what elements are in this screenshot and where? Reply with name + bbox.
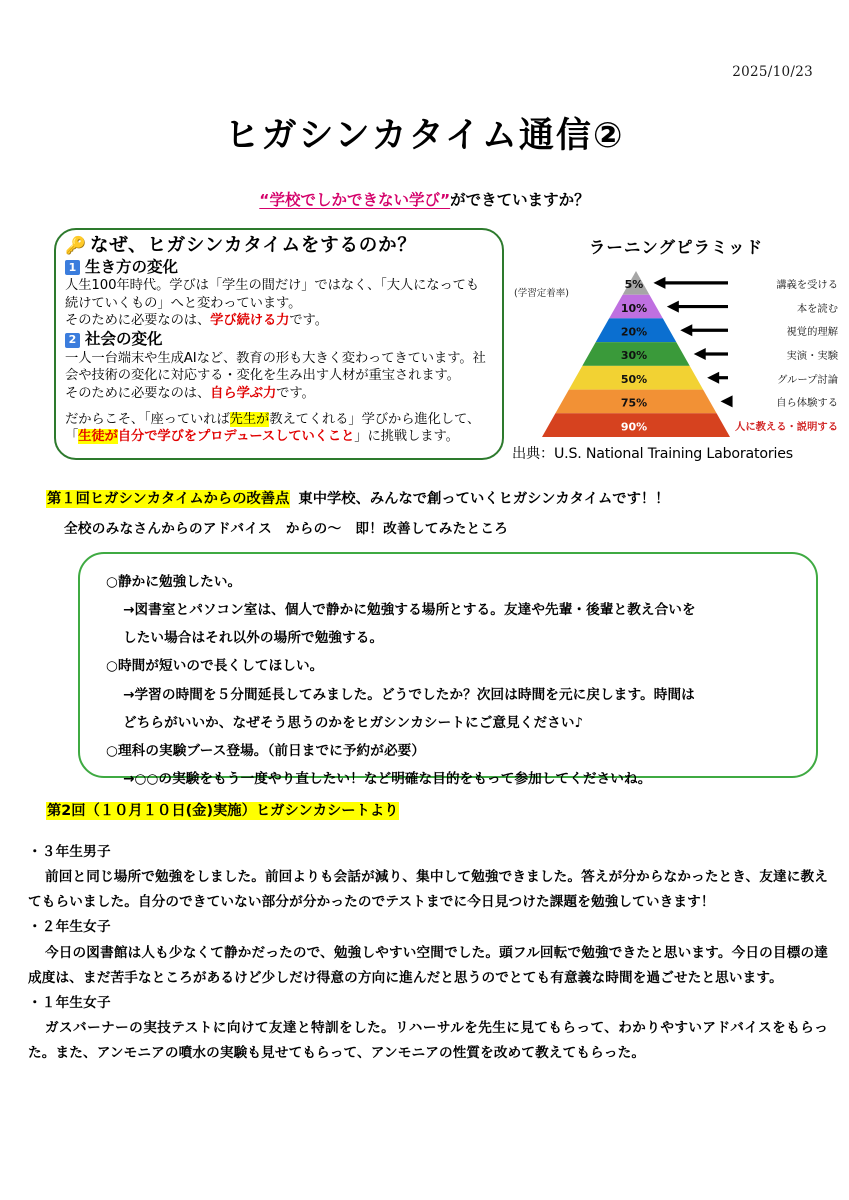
pyramid-value-label: 20%	[620, 325, 648, 339]
why-item2-title	[65, 330, 494, 349]
why-item1-c-post: です。	[289, 313, 328, 329]
pyramid-category-label: 自ら体験する	[776, 397, 838, 410]
improvement-line: →学習の時間を５分間延長してみました。どうでしたか？次回は時間を元に戻します。時間は	[123, 686, 695, 703]
student-comments	[28, 840, 828, 1066]
improvement-line: ○理科の実験ブース登場。（前日までに予約が必要）	[106, 742, 426, 759]
comment-body: 今日の図書館は人も少なくて静かだったので、勉強しやすい空間でした。頭フル回転で勉強できたと思います。今日の目標の達成度は、まだ苦手なところがあるけど少しだけ得意の方向に進んだと思うのでとても有意義な時間を過ごせたと思います。	[28, 944, 828, 986]
pyramid-category-label: 本を読む	[796, 302, 838, 315]
why-item1-line-c	[65, 312, 494, 329]
why-item1-c-red: 学び続ける力	[210, 313, 290, 329]
pyramid-category-label: 視覚的理解	[786, 326, 838, 339]
why-item2-title-text: 社会の変化	[85, 330, 163, 349]
pyramid-value-label: 5%	[624, 278, 644, 292]
subtitle-rest: ができていますか？	[450, 191, 590, 209]
pyramid-title: ラーニングピラミッド	[588, 238, 764, 257]
pyramid-body	[512, 265, 840, 443]
pyramid-value-label: 50%	[620, 372, 648, 386]
why-item2-c-post: です。	[276, 385, 315, 401]
improvement-line: どちらがいいか、なぜそう思うのかをヒガシンカシートにご意見ください♪	[123, 714, 584, 731]
section1-header	[46, 488, 669, 508]
why-item1-title	[65, 258, 494, 277]
pyramid-value-label: 10%	[620, 301, 648, 315]
comment-body: 前回と同じ場所で勉強をしました。前回よりも会話が減り、集中して勉強できました。答えが分からなかったとき、友達に教えてもらいました。自分のできていない部分が分かったのでテストまでに今日見つけた課題を勉強していきます！	[28, 869, 828, 911]
pyramid-arrow-icon	[667, 301, 728, 313]
why-heading	[65, 235, 494, 257]
why-item2-line-a: 一人一台端末や生成AIなど、教育の形も大きく変わってきています。社	[65, 350, 486, 366]
why-item1-line-a: 人生100年時代。学びは「学生の間だけ」ではなく、「大人になっても	[65, 278, 480, 294]
key-icon: 🔑	[65, 236, 87, 257]
pyramid-value-label: 75%	[620, 396, 648, 410]
closing-l2-red: 自分で学びをプロデュースしていくこと	[117, 429, 355, 445]
pyramid-arrow-icon	[680, 324, 728, 336]
pyramid-category-label: 講義を受ける	[776, 278, 838, 291]
section1-header-tail: 東中学校、みんなで創っていくヒガシンカタイムです！！	[298, 491, 670, 507]
comment-label: ・１年生女子	[28, 994, 111, 1011]
page-subtitle	[0, 188, 849, 210]
closing-l2-highlight: 生徒が	[78, 429, 118, 445]
comment-label: ・２年生女子	[28, 919, 111, 936]
improvements-box	[78, 552, 818, 787]
why-item1-c-pre: そのために必要なのは、	[65, 313, 211, 329]
why-item2-line-b: 会や技術の変化に対応する・変化を生み出す人材が重宝されます。	[65, 368, 460, 384]
pyramid-category-label: 実演・実験	[786, 350, 838, 362]
issue-date: 2025/10/23	[732, 64, 813, 80]
closing-l2-b: 」に挑戦します。	[354, 429, 459, 445]
improvement-line: ○静かに勉強したい。	[106, 574, 242, 590]
why-closing-line-2	[65, 428, 494, 445]
why-item2-c-red: 自ら学ぶ力	[210, 385, 277, 401]
improvement-line: ○時間が短いので長くしてほしい。	[106, 658, 324, 675]
learning-pyramid-chart	[512, 232, 840, 470]
retention-rate-note: (学習定着率)	[514, 288, 569, 299]
section1-header-highlight: 第１回ヒガシンカタイムからの改善点	[47, 491, 290, 507]
comment-body: ガスバーナーの実技テストに向けて友達と特訓をした。リハーサルを先生に見てもらって、わかりやすいアドバイスをもらった。また、アンモニアの噴水の実験も見せてもらって、アンモニアの性質を改めて教えてもらった。	[28, 1019, 828, 1062]
why-closing-line-1	[65, 411, 494, 428]
number-badge-1: 1	[65, 260, 80, 275]
pyramid-source: 出典：U.S. National Training Laboratories	[512, 446, 793, 462]
why-higashinka-box	[54, 228, 504, 460]
why-item1-line-b: 続けていくもの」へと変わっています。	[65, 295, 302, 311]
comment-label: ・３年生男子	[28, 844, 111, 860]
improvement-line: →図書室とパソコン室は、個人で静かに勉強する場所とする。友達や先輩・後輩と教え合いを	[123, 602, 696, 619]
pyramid-value-label: 30%	[620, 349, 648, 363]
pyramid-category-label: 人に教える・説明する	[735, 421, 838, 434]
section2-header-highlight: 第2回（１０月１０日(金)実施）ヒガシンカシートより	[47, 803, 399, 819]
why-heading-text: なぜ、ヒガシンカタイムをするのか？	[89, 235, 417, 256]
section2-header	[46, 800, 399, 820]
pyramid-value-label: 90%	[620, 420, 648, 434]
subtitle-highlight: “学校でしかできない学び”	[259, 191, 451, 209]
why-item2-c-pre: そのために必要なのは、	[65, 385, 211, 401]
section1-subline: 全校のみなさんからのアドバイス からの～ 即！改善してみたところ	[64, 521, 509, 537]
closing-l1-a: だからこそ、「座っていれば	[65, 412, 230, 428]
pyramid-category-label: グループ討論	[777, 373, 838, 386]
improvement-line: →○○の実験をもう一度やり直したい！など明確な目的をもって参加してくださいね。	[123, 770, 652, 787]
closing-l2-a: 「	[65, 429, 79, 445]
pyramid-arrow-icon	[707, 372, 728, 384]
improvement-line: したい場合はそれ以外の場所で勉強する。	[123, 630, 384, 647]
closing-l1-b: 教えてくれる」学びから進化して、	[269, 412, 481, 428]
why-item1-title-text: 生き方の変化	[85, 257, 179, 276]
pyramid-arrow-icon	[694, 348, 728, 360]
why-item2-line-c	[65, 385, 494, 402]
pyramid-arrow-icon	[653, 277, 728, 289]
number-badge-2: 2	[65, 333, 80, 348]
closing-l1-highlight: 先生が	[229, 412, 270, 428]
page-title: ヒガシンカタイム通信②	[224, 116, 625, 156]
